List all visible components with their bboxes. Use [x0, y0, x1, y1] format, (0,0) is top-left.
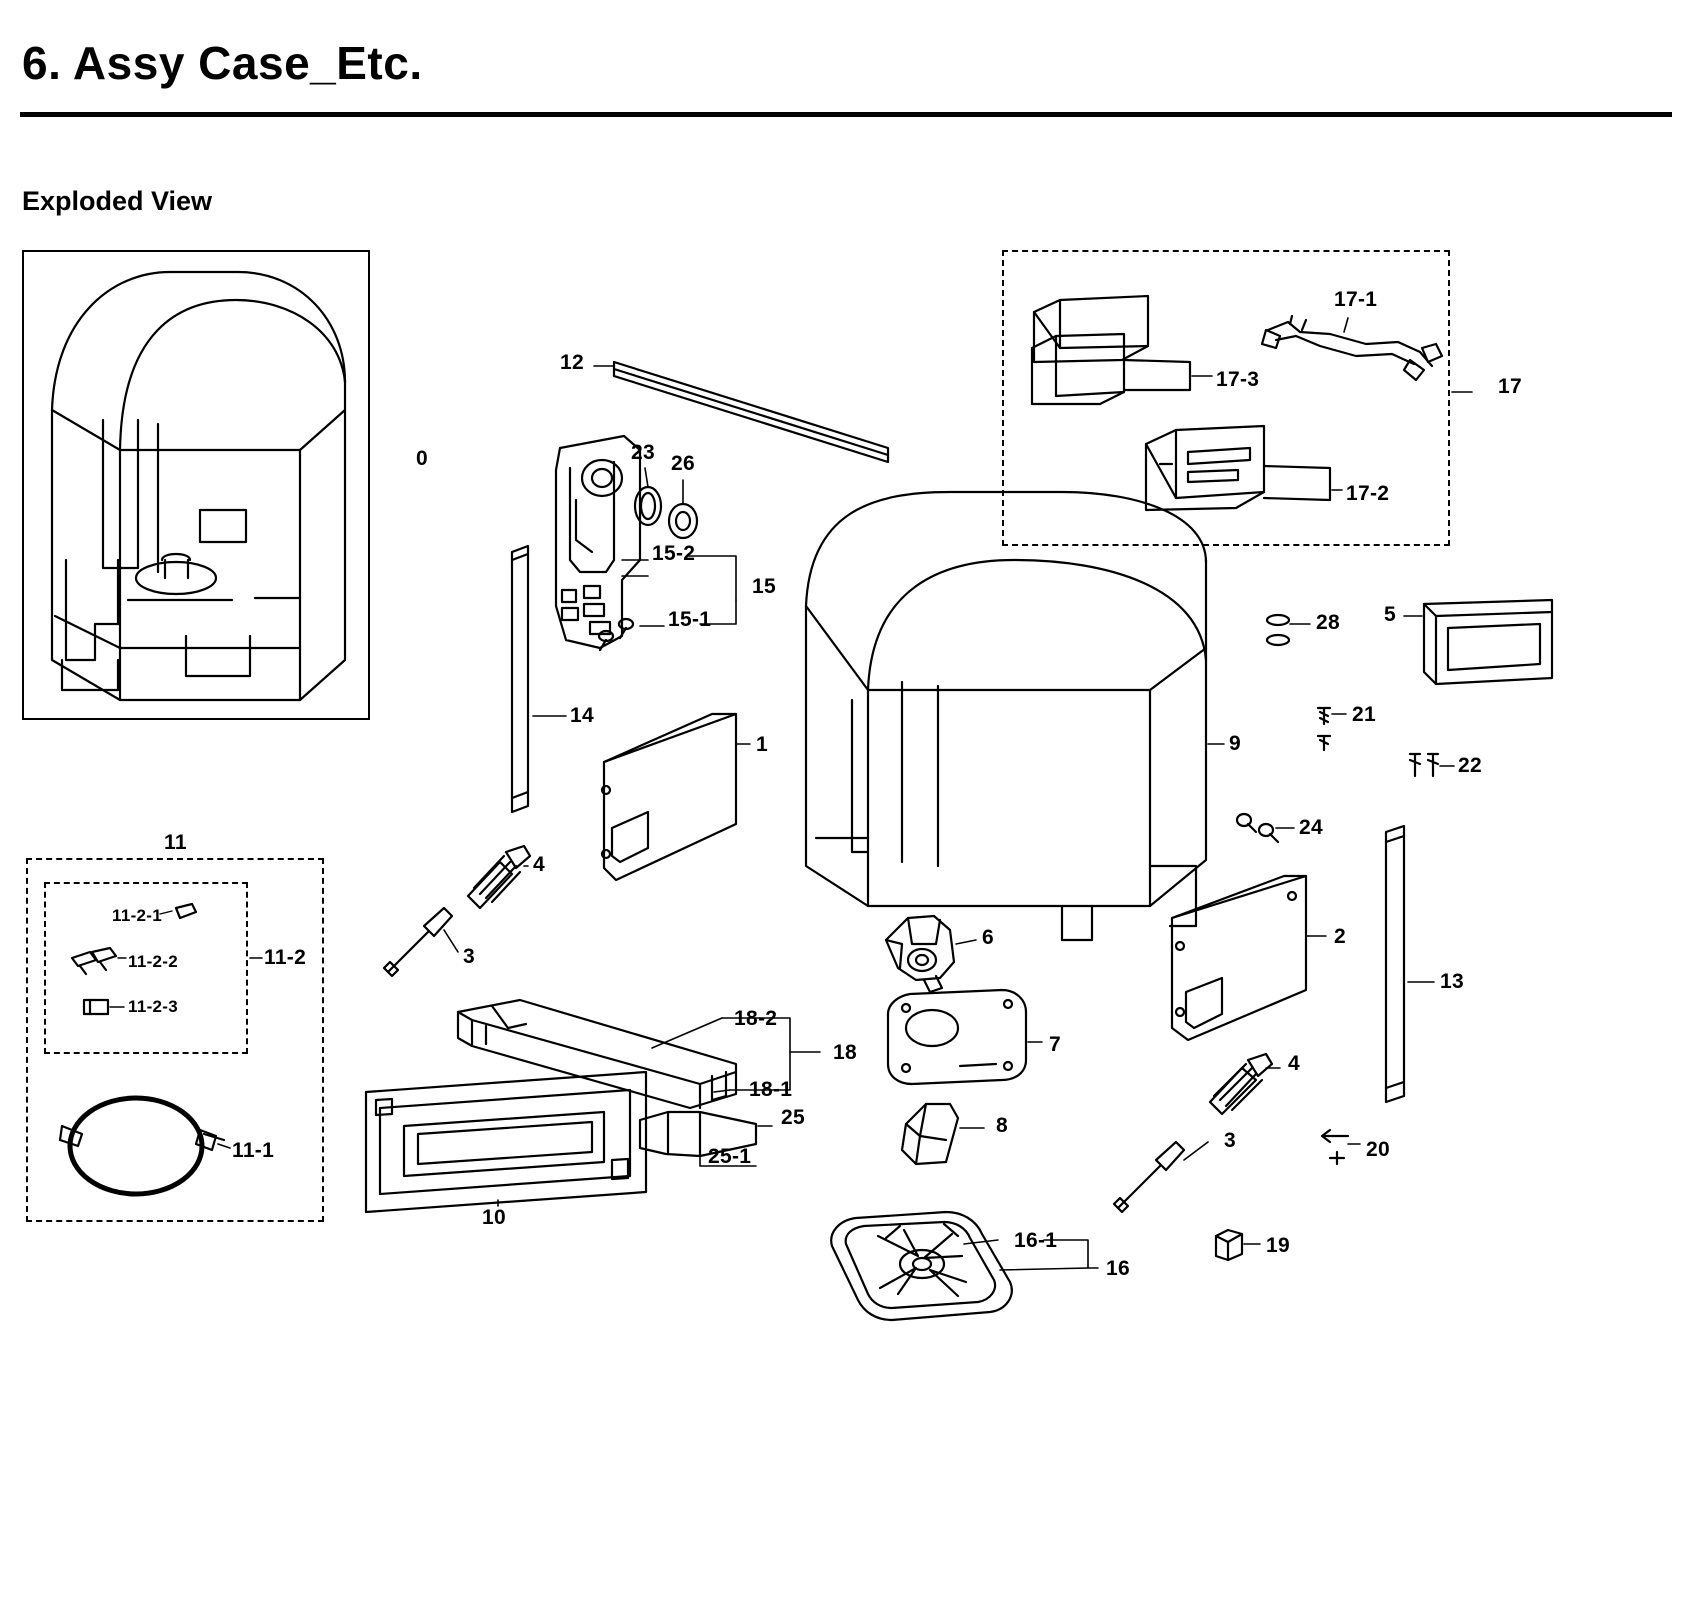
callout-15-2: 15-2 — [652, 542, 696, 565]
callout-18-1: 18-1 — [749, 1078, 793, 1101]
part-10-front-panel — [366, 1072, 646, 1212]
callout-15: 15 — [752, 575, 776, 598]
part-3-pin-bottom — [1114, 1142, 1184, 1212]
callout-17: 17 — [1498, 375, 1522, 398]
part-15-bracket-plate — [556, 436, 640, 650]
callout-18-2: 18-2 — [734, 1007, 778, 1030]
part-14-vertical-strip — [512, 546, 528, 812]
callout-3-bottom: 3 — [1224, 1129, 1236, 1152]
part-20-clip — [1322, 1130, 1348, 1164]
callout-11-2-2: 11-2-2 — [128, 952, 179, 971]
part-18-rail-assembly — [458, 1000, 736, 1108]
part-4-spring-pin-bottom — [1210, 1054, 1272, 1114]
part-6-valve — [886, 916, 954, 992]
callout-17-2: 17-2 — [1346, 482, 1390, 505]
part-26-cap — [669, 504, 697, 538]
part-7-base-plate — [888, 990, 1026, 1084]
callout-16: 16 — [1106, 1257, 1130, 1280]
callout-6: 6 — [982, 926, 994, 949]
part-21-screws — [1318, 708, 1330, 750]
callout-2: 2 — [1334, 925, 1346, 948]
callout-28: 28 — [1316, 611, 1340, 634]
callout-23: 23 — [631, 441, 655, 464]
callout-17-1: 17-1 — [1334, 288, 1378, 311]
part-12-trim-strip — [614, 362, 888, 462]
callout-16-1: 16-1 — [1014, 1229, 1058, 1252]
page-title: 6. Assy Case_Etc. — [22, 37, 423, 89]
callout-7: 7 — [1049, 1033, 1061, 1056]
title-underline — [20, 112, 1672, 117]
part-23-gasket-ring — [635, 487, 661, 525]
part-5-access-cover — [1424, 600, 1552, 684]
callout-13: 13 — [1440, 970, 1464, 993]
callout-5: 5 — [1384, 603, 1396, 626]
callout-11: 11 — [164, 831, 187, 854]
callout-9: 9 — [1229, 732, 1241, 755]
part-13-vertical-strip — [1386, 826, 1404, 1102]
callout-14: 14 — [570, 704, 594, 727]
part-3-pin-top — [384, 908, 452, 976]
callout-25: 25 — [781, 1106, 805, 1129]
part-4-spring-pin-top — [468, 846, 530, 908]
callout-3-top: 3 — [463, 945, 475, 968]
part-16-sump-assembly — [831, 1212, 1012, 1320]
callout-11-2: 11-2 — [264, 946, 307, 969]
part-2-side-panel — [1172, 876, 1306, 1040]
callout-4-top: 4 — [533, 853, 545, 876]
callout-26: 26 — [671, 452, 695, 475]
part-22-screw-pair — [1410, 754, 1438, 776]
callout-11-2-1: 11-2-1 — [112, 906, 163, 925]
part-8-duct — [902, 1104, 958, 1164]
callout-25-1: 25-1 — [708, 1145, 752, 1168]
part-28-washers — [1267, 615, 1289, 645]
part-19-cap-nut — [1216, 1230, 1242, 1260]
callout-10: 10 — [482, 1206, 506, 1229]
part-24-screws — [1237, 814, 1278, 842]
section-subtitle: Exploded View — [22, 186, 213, 216]
callout-12: 12 — [560, 351, 584, 374]
callout-1: 1 — [756, 733, 768, 756]
callout-18: 18 — [833, 1041, 857, 1064]
callout-15-1: 15-1 — [668, 608, 712, 631]
callout-11-2-3: 11-2-3 — [128, 997, 179, 1016]
callout-4-bottom: 4 — [1288, 1052, 1300, 1075]
part-1-side-panel — [602, 714, 736, 880]
callout-17-3: 17-3 — [1216, 368, 1260, 391]
callout-8: 8 — [996, 1114, 1008, 1137]
callout-21: 21 — [1352, 703, 1376, 726]
callout-20: 20 — [1366, 1138, 1390, 1161]
callout-19: 19 — [1266, 1234, 1290, 1257]
part-9-cabinet — [806, 492, 1206, 940]
callout-24: 24 — [1299, 816, 1323, 839]
callout-22: 22 — [1458, 754, 1482, 777]
callout-0: 0 — [416, 447, 428, 470]
callout-11-1: 11-1 — [232, 1139, 275, 1162]
assembled-unit-frame — [22, 250, 370, 720]
